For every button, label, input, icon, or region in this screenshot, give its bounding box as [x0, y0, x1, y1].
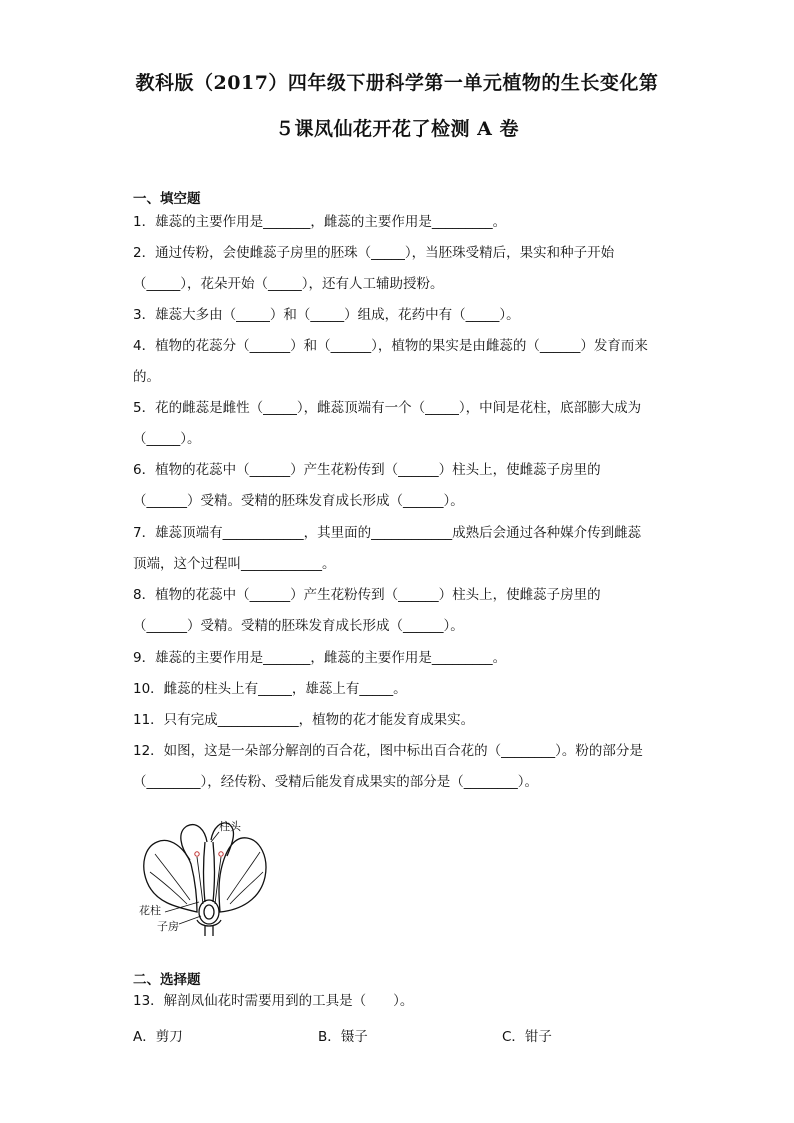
question-line: 的。	[133, 369, 160, 385]
question-13: 13．解剖凤仙花时需要用到的工具是（ ）。	[133, 993, 414, 1009]
option-b: B．镊子	[318, 1029, 368, 1045]
document-title-line-2: ５课凤仙花开花了检测 A 卷	[275, 118, 519, 140]
question-line: 5．花的雌蕊是雌性（_____），雌蕊顶端有一个（_____），中间是花柱，底部膨大成为	[133, 400, 642, 416]
option-c: C．钳子	[502, 1029, 552, 1045]
question-line: （_____），花朵开始（_____），还有人工辅助授粉。	[133, 276, 444, 292]
question-line: 2．通过传粉，会使雌蕊子房里的胚珠（_____），当胚珠受精后，果实和种子开始	[133, 245, 615, 261]
question-line: 顶端，这个过程叫____________。	[133, 556, 336, 572]
document-title-line-1: 教科版（2017）四年级下册科学第一单元植物的生长变化第	[135, 72, 659, 94]
question-line: 9．雄蕊的主要作用是_______，雌蕊的主要作用是_________。	[133, 650, 507, 666]
question-line: 11．只有完成____________，植物的花才能发育成果实。	[133, 712, 475, 728]
option-a: A．剪刀	[133, 1029, 183, 1045]
question-line: （________），经传粉、受精后能发育成果实的部分是（________）。	[133, 774, 538, 790]
question-line: 1．雄蕊的主要作用是_______，雌蕊的主要作用是_________。	[133, 214, 507, 230]
question-line: （_____）。	[133, 431, 201, 447]
question-line: 10．雌蕊的柱头上有_____，雄蕊上有_____。	[133, 681, 407, 697]
question-line: 12．如图，这是一朵部分解剖的百合花，图中标出百合花的（________）。粉的部分是	[133, 743, 643, 759]
question-line: 7．雄蕊顶端有____________，其里面的____________成熟后会通过各种媒介传到雌蕊	[133, 525, 642, 541]
question-line: 3．雄蕊大多由（_____）和（_____）组成，花药中有（_____）。	[133, 307, 520, 323]
question-line: （______）受精。受精的胚珠发育成长形成（______）。	[133, 493, 464, 509]
question-line: 6．植物的花蕊中（______）产生花粉传到（______）柱头上，使雌蕊子房里的	[133, 462, 601, 478]
question-line: 4．植物的花蕊分（______）和（______），植物的果实是由雌蕊的（______）发育而来	[133, 338, 648, 354]
figure-label-stigma: 柱头	[219, 820, 241, 833]
section-heading-multiple-choice: 二、选择题	[133, 972, 201, 988]
section-heading-fill-in: 一、填空题	[133, 191, 201, 207]
figure-label-ovary: 子房	[157, 920, 179, 933]
figure-label-style: 花柱	[139, 904, 161, 917]
question-line: 8．植物的花蕊中（______）产生花粉传到（______）柱头上，使雌蕊子房里的	[133, 587, 601, 603]
lily-flower-diagram	[135, 812, 285, 937]
question-line: （______）受精。受精的胚珠发育成长形成（______）。	[133, 618, 464, 634]
